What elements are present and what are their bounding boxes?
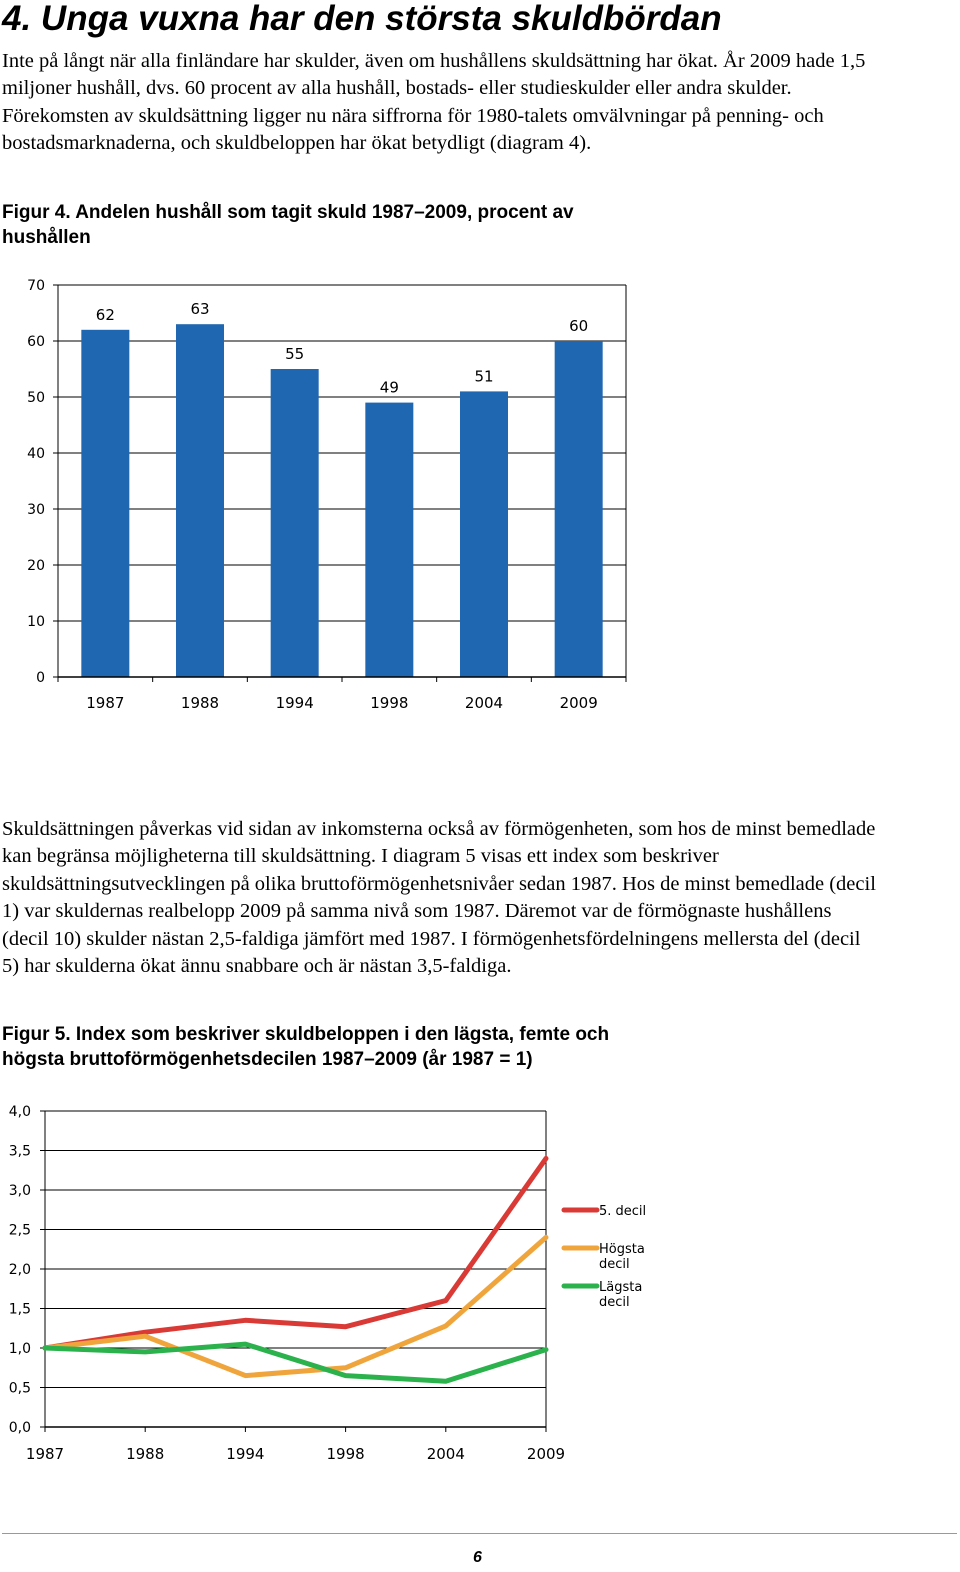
- figure-title-line: hushållen: [2, 227, 91, 248]
- y-tick-label: 0,5: [8, 1380, 31, 1397]
- bar-value-label: 55: [285, 345, 305, 363]
- x-tick-label: 1994: [226, 1445, 265, 1463]
- x-tick-label: 1987: [25, 1445, 65, 1463]
- footer-divider: [2, 1533, 957, 1534]
- y-tick-label: 0,0: [8, 1420, 31, 1436]
- bar: [176, 324, 224, 677]
- intro-paragraph: [2, 48, 865, 158]
- x-tick-label: 2009: [526, 1445, 566, 1463]
- bar-value-label: 60: [569, 317, 589, 335]
- paragraph-line: bostadsmarknaderna, och skuldbeloppen har ökat betydligt (diagram 4).: [2, 132, 592, 155]
- y-tick-label: 40: [27, 446, 45, 462]
- x-tick-label: 1994: [275, 694, 314, 712]
- y-tick-label: 4,0: [8, 1104, 31, 1120]
- y-tick-label: 0: [36, 670, 45, 686]
- bar-value-label: 51: [474, 367, 494, 386]
- y-tick-label: 10: [27, 614, 45, 630]
- legend-label: Lägsta: [599, 1280, 643, 1295]
- paragraph-line: Skuldsättningen påverkas vid sidan av inkomsterna också av förmögenheten, som hos de minst bemedlade: [2, 818, 876, 840]
- x-tick-label: 1998: [370, 694, 409, 712]
- paragraph-line: miljoner hushåll, dvs. 60 procent av alla hushåll, bostads- eller studieskulder eller andra skulder.: [2, 77, 792, 100]
- paragraph-line: Inte på långt när alla finländare har skulder, även om hushållens skuldsättning har ökat. År 2009 hade 1,5: [2, 50, 866, 72]
- y-tick-label: 2,5: [8, 1222, 31, 1239]
- bar: [365, 403, 413, 677]
- x-tick-label: 1988: [180, 694, 220, 712]
- legend-label: 5. decil: [599, 1204, 647, 1219]
- series-line: [45, 1158, 546, 1348]
- paragraph-line: kan begränsa möjligheterna till skuldsättning. I diagram 5 visas ett index som beskriver: [2, 845, 719, 868]
- paragraph-line: (decil 10) skulder nästan 2,5-faldiga jämfört med 1987. I förmögenhetsfördelningens mellersta del (decil: [2, 927, 861, 950]
- section-heading: 4. Unga vuxna har den största skuldbördan: [2, 0, 722, 38]
- y-tick-label: 3,0: [8, 1183, 31, 1199]
- figure-5-title: [2, 1022, 609, 1072]
- figure-title-line: Figur 4. Andelen hushåll som tagit skuld 1987–2009, procent av: [2, 202, 574, 223]
- figure-title-line: högsta bruttoförmögenhetsdecilen 1987–2009 (år 1987 = 1): [2, 1049, 533, 1070]
- series-line: [45, 1344, 546, 1381]
- figure-title-line: Figur 5. Index som beskriver skuldbeloppen i den lägsta, femte och: [2, 1024, 610, 1045]
- bar: [81, 330, 129, 677]
- y-tick-label: 60: [27, 334, 45, 350]
- bar-value-label: 63: [190, 300, 210, 319]
- page-number: 6: [473, 1549, 482, 1566]
- paragraph-line: 1) var skuldernas realbelopp 2009 på samma nivå som 1987. Däremot var de förmögnaste hushållens: [2, 900, 832, 923]
- y-tick-label: 70: [27, 278, 45, 294]
- legend-label: Högsta: [599, 1242, 645, 1257]
- x-tick-label: 1988: [126, 1445, 165, 1463]
- y-tick-label: 1,5: [8, 1301, 31, 1318]
- bar-value-label: 62: [95, 305, 115, 324]
- y-tick-label: 30: [27, 502, 45, 518]
- paragraph-line: 5) har skulderna ökat ännu snabbare och är nästan 3,5-faldiga.: [2, 955, 512, 978]
- x-tick-label: 2009: [559, 694, 598, 712]
- x-tick-label: 1998: [326, 1445, 365, 1463]
- y-tick-label: 50: [27, 390, 45, 406]
- legend-label: decil: [599, 1295, 630, 1310]
- y-tick-label: 20: [27, 558, 45, 574]
- x-tick-label: 2004: [464, 694, 504, 712]
- bar: [555, 341, 603, 677]
- bar: [271, 369, 319, 677]
- paragraph-line: Förekomsten av skuldsättning ligger nu nära siffrorna för 1980-talets omvälvningar på penning- och: [2, 104, 824, 127]
- y-tick-label: 3,5: [8, 1143, 31, 1160]
- legend-label: decil: [599, 1257, 630, 1272]
- bar-value-label: 49: [379, 378, 399, 397]
- bar-chart-figure-4: [0, 270, 660, 720]
- series-line: [45, 1237, 546, 1375]
- y-tick-label: 2,0: [8, 1262, 31, 1278]
- y-tick-label: 1,0: [8, 1341, 31, 1357]
- x-tick-label: 2004: [426, 1445, 465, 1463]
- figure-4-title: [2, 200, 574, 250]
- bar: [460, 391, 508, 677]
- paragraph-line: skuldsättningsutvecklingen på olika bruttoförmögenhetsnivåer sedan 1987. Hos de minst bemedlade (decil: [2, 872, 876, 895]
- x-tick-label: 1987: [86, 694, 125, 712]
- line-chart-figure-5: [0, 1095, 700, 1475]
- wealth-paragraph: [2, 816, 876, 980]
